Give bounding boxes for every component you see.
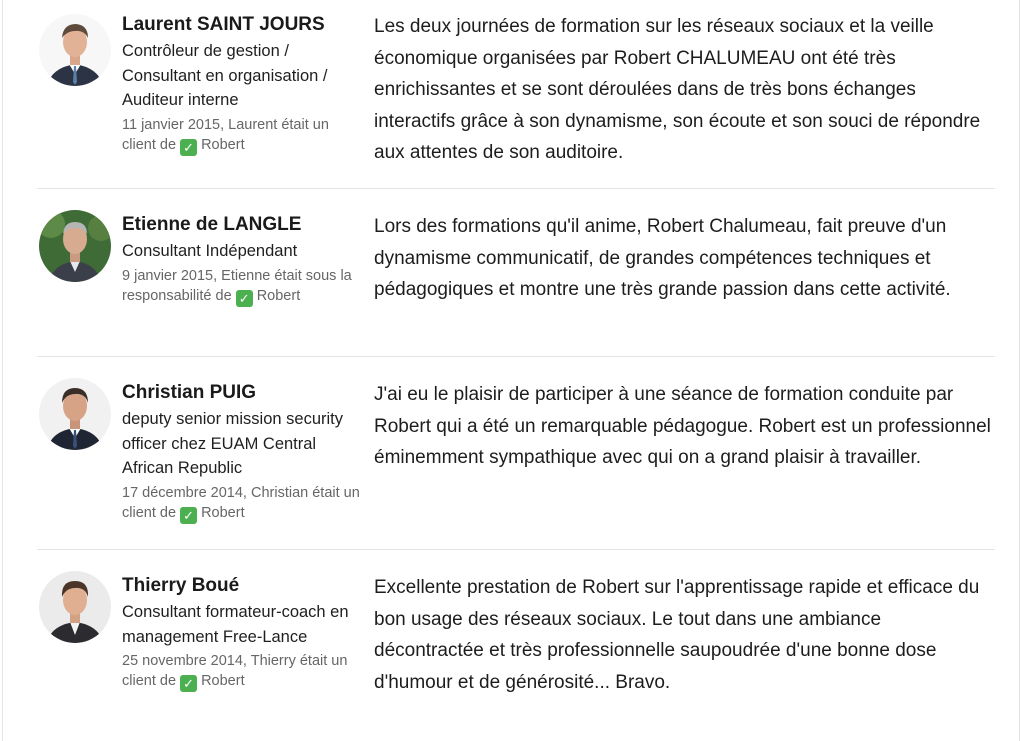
person-portrait-icon [39, 378, 111, 450]
person-portrait-icon [39, 571, 111, 643]
relation-target-name: Robert [201, 136, 245, 153]
date-relation-text: 9 janvier 2015, Etienne était sous la responsabilité de [122, 267, 352, 304]
recommendation-item [37, 356, 995, 550]
recommender-info [122, 12, 362, 156]
recommender-name[interactable]: Christian PUIG [122, 382, 257, 403]
avatar[interactable] [39, 14, 111, 86]
recommendation-text: Lors des formations qu'il anime, Robert Chalumeau, fait preuve d'un dynamisme communicatif, de grandes compétences techniques et pédagogiques et montre une très grande passion dans cette activité. [374, 216, 951, 300]
avatar[interactable] [39, 210, 111, 282]
check-mark-icon: ✓ [180, 139, 197, 156]
recommendation-date [122, 651, 362, 692]
recommender-headline: deputy senior mission security officer chez EUAM Central African Republic [122, 410, 344, 477]
recommendation-date [122, 483, 362, 524]
recommender-info [122, 573, 362, 692]
recommender-name[interactable]: Laurent SAINT JOURS [122, 14, 325, 35]
recommender-headline: Contrôleur de gestion / Consultant en organisation / Auditeur interne [122, 42, 328, 109]
recommender-headline: Consultant Indépendant [122, 242, 298, 260]
person-portrait-icon [39, 14, 111, 86]
recommendations-panel [2, 0, 1020, 741]
avatar[interactable] [39, 378, 111, 450]
check-mark-icon: ✓ [180, 675, 197, 692]
relation-target-name: Robert [256, 287, 301, 304]
date-relation-text: 11 janvier 2015, Laurent était un client de [122, 116, 329, 153]
check-mark-icon: ✓ [236, 290, 253, 307]
check-mark-icon: ✓ [180, 507, 197, 524]
recommendation-text: Les deux journées de formation sur les réseaux sociaux et la veille économique organisées par Robert CHALUMEAU ont été très enrichissantes et se sont déroulées dans de très bons échanges interactifs grâce à son dynamisme, son écoute et son souci de répondre aux attentes de son auditoire. [374, 16, 981, 163]
recommender-headline: Consultant formateur-coach en management Free-Lance [122, 603, 349, 646]
recommender-name[interactable]: Thierry Boué [122, 575, 240, 596]
recommender-info [122, 212, 362, 307]
recommendation-date [122, 115, 362, 156]
person-portrait-icon [39, 210, 111, 282]
recommendation-item [37, 188, 995, 357]
recommender-name[interactable]: Etienne de LANGLE [122, 214, 302, 235]
recommendation-date [122, 266, 362, 307]
date-relation-text: 25 novembre 2014, Thierry était un client de [122, 653, 348, 689]
avatar[interactable] [39, 571, 111, 643]
recommender-info [122, 380, 362, 524]
recommendation-item [37, 549, 995, 741]
relation-target-name: Robert [201, 673, 245, 689]
date-relation-text: 17 décembre 2014, Christian était un client de [122, 484, 360, 521]
recommendation-text: Excellente prestation de Robert sur l'apprentissage rapide et efficace du bon usage des réseaux sociaux. Le tout dans une ambiance décontractée et très professionnelle saupoudrée d'une bonne dose d'humour et de générosité... Bravo. [374, 577, 980, 693]
recommendation-text: J'ai eu le plaisir de participer à une séance de formation conduite par Robert qui a été un remarquable pédagogue. Robert est un professionnel éminemment sympathique avec qui on a grand plaisir à travailler. [374, 384, 991, 468]
relation-target-name: Robert [201, 504, 245, 521]
recommendation-item [37, 0, 995, 189]
